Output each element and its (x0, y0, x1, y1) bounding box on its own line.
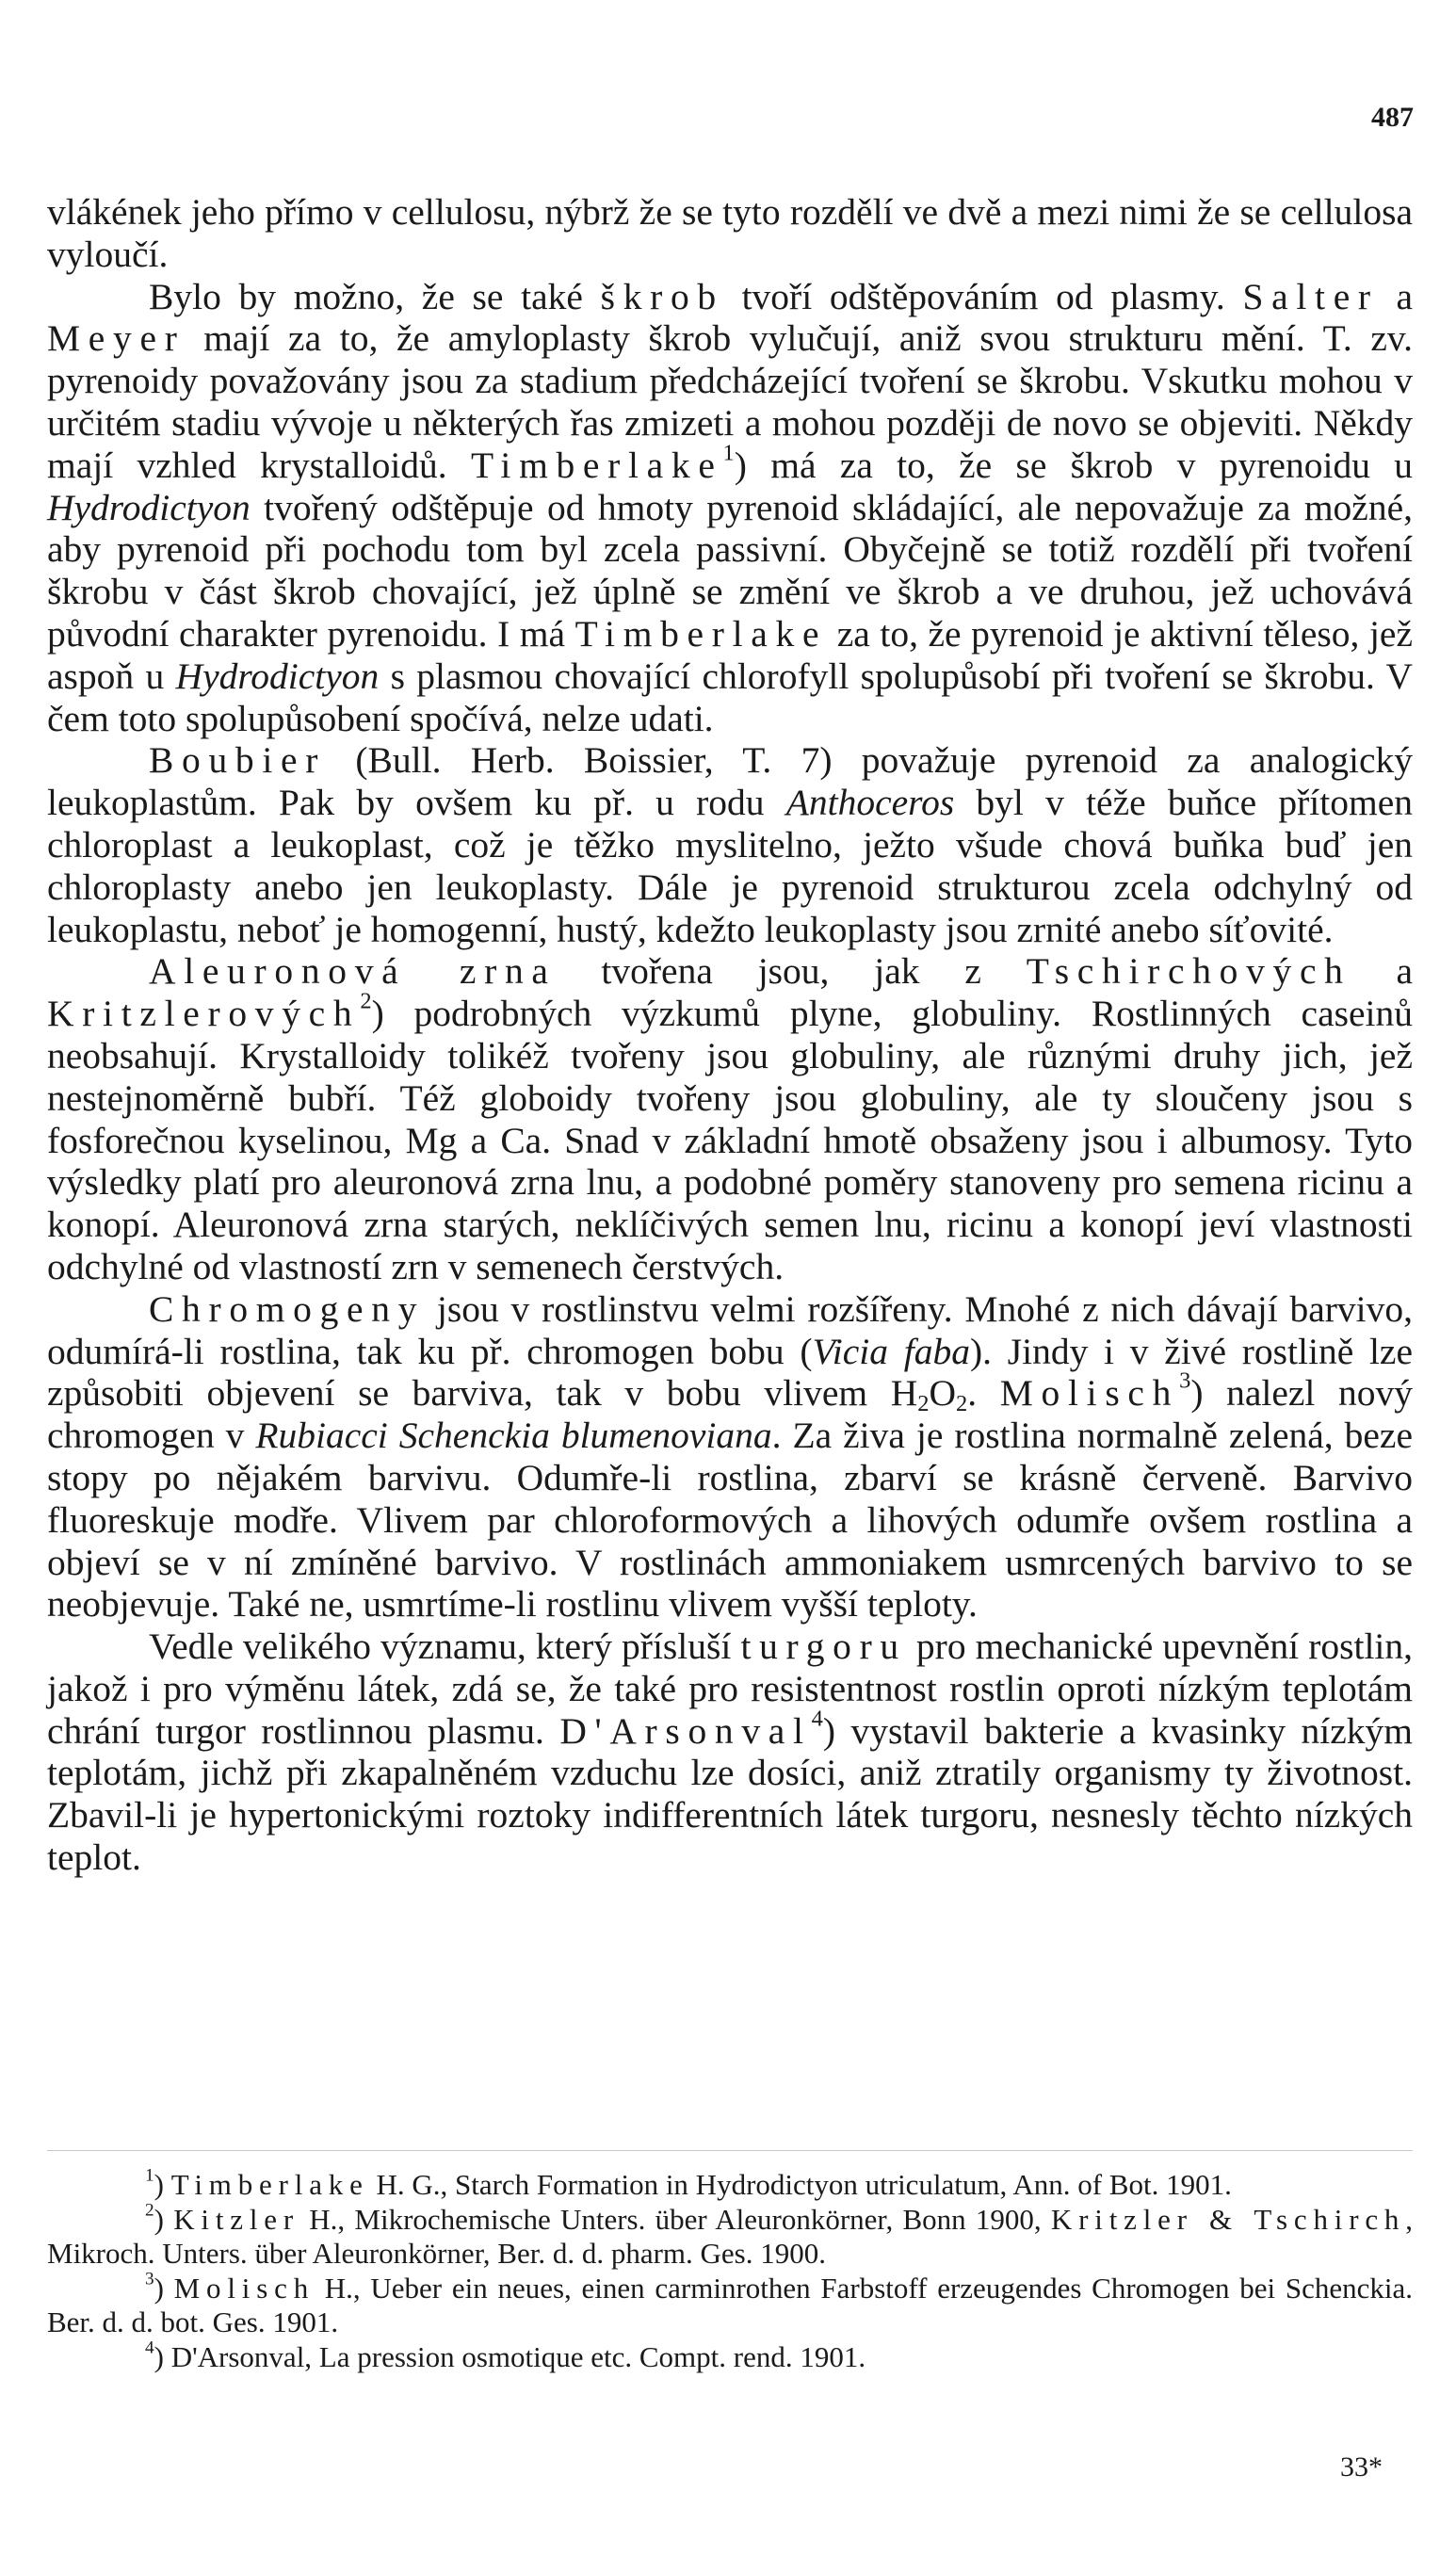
text: byl v téže buňce přítomen chloroplast a leukoplast, což je těžko myslitelno, ježto všude chová buňka buď jen chloroplasty anebo jen leukoplasty. Dále je pyrenoid strukturou zcela odchylný od leukoplastu, neboť je homogenní, hustý, kdežto leukoplasty jsou zrnité anebo síťovité. (47, 782, 1413, 950)
paragraph-pyrenoid (47, 739, 1413, 950)
paragraph-aleurone: Aleuronová zrna tvořena jsou, jak z Tschirchových a Kritzlerových$^2$) podrobných výzkumů plyne, globuliny. Rostlinných caseinů neobsahují. Krystalloidy tolikéž tvořeny jsou globuliny, ale různými druhy jich, jež nestejnoměrně bubří. Též globoidy tvořeny jsou globuliny, ale ty sloučeny jsou s fosforečnou kyselinou, Mg a Ca. Snad v základní hmotě obsaženy jsou i albumosy. Tyto výsledky platí pro aleuronová zrna lnu, a podobné poměry stanoveny pro semena ricinu a konopí. Aleuronová zrna starých, neklíčivých semen lnu, ricinu a konopí jeví vlastnosti odchylné od vlastností zrn v semenech čerstvých. (47, 950, 1413, 1287)
text: , Mikroch. Unters. über Aleuronkörner, Ber. d. d. pharm. Ges. 1900. (47, 2202, 1413, 2270)
author-name: Kritzlerových (47, 993, 361, 1035)
text: pro mechanické upevnění rostlin, jakož i pro výměnu látek, zdá se, že také pro resistentnost rostlin oproti nízkým teplotám chrání turgor rostlinnou plasmu. (47, 1626, 1414, 1752)
footnote-mark: 1 (145, 2165, 154, 2186)
text: . Za živa je rostlina normalně zelená, beze stopy po nějakém barvivu. Odumře-li rostlina, zbarví se krásně červeně. Barvivo fluoreskuje modře. Vlivem par chloroformových a lihových odumře ovšem rostlina a objeví se v ní zmíněné barvivo. V rostlinách ammoniakem usmrcených barvivo to se neobjevuje. Také ne, usmrtíme-li rostlinu vlivem vyšší teploty. (47, 1415, 1413, 1626)
footnote-mark: 3 (145, 2269, 154, 2289)
spaced-term: turgoru (740, 1626, 907, 1668)
paragraph-chromogen: Chromogeny jsou v rostlinstvu velmi rozšířeny. Mnohé z nich dávají barvivo, odumírá-li rostlina, tak ku př. chromogen bobu (Vicia faba). Jindy i v živé rostlině lze způsobiti objevení se barviva, tak v bobu vlivem $H_2O_2$. Molisch$^3$) nalezl nový chromogen v Rubiacci Schenckia blumenoviana. Za živa je rostlina normalně zelená, beze stopy po nějakém barvivu. Odumře-li rostlina, zbarví se krásně červeně. Barvivo fluoreskuje modře. Vlivem par chloroformových a lihových odumře ovšem rostlina a objeví se v ní zmíněné barvivo. V rostlinách ammoniakem usmrcených barvivo to se neobjevuje. Také ne, usmrtíme-li rostlinu vlivem vyšší teploty. (47, 1287, 1413, 1626)
author-name: D'Arsonval (559, 1709, 812, 1752)
text: s plasmou chovající chlorofyll spolupůsobí při tvoření se škrobu. V čem toto spolupůsobení spočívá, nelze udati. (47, 655, 1414, 739)
author-name: Meyer (47, 317, 186, 360)
author-name: Molisch (999, 1372, 1180, 1415)
text: (Bull. Herb. Boissier, T. 7) považuje pyrenoid za analogický leukoplastům. Pak by ovšem ku př. u rodu (47, 739, 1413, 824)
footnote-4: $^4$) D'Arsonval, La pression osmotique etc. Compt. rend. 1901. (145, 2337, 866, 2373)
text: a (1351, 950, 1413, 993)
paragraph-1 (47, 191, 1413, 276)
footnote-ref: 3 (1179, 1367, 1191, 1394)
footnote-2: $^2$) Kitzler H., Mikrochemische Unters. über Aleuronkörner, Bonn 1900, Kritzler & Tschirch, Mikroch. Unters. über Aleuronkörner, Ber. d. d. pharm. Ges. 1900. (47, 2200, 1413, 2270)
page-number: 487 (1371, 102, 1414, 133)
text: vlákének jeho přímo v cellulosu, nýbrž že se tyto rozdělí ve dvě a mezi nimi že se cellulosa vyloučí. (47, 191, 1413, 275)
footnote-mark: 4 (145, 2337, 154, 2358)
text: podrobných výzkumů plyne, globuliny. Rostlinných caseinů neobsahují. Krystalloidy tolikéž tvořeny jsou globuliny, ale různými druhy jich, jež nestejnoměrně bubří. Též globoidy tvořeny jsou globuliny, ale ty sloučeny jsou s fosforečnou kyselinou, Mg a Ca. Snad v základní hmotě obsaženy jsou i albumosy. Tyto výsledky platí pro aleuronová zrna lnu, a podobné poměry stanoveny pro semena ricinu a konopí. Aleuronová zrna starých, neklíčivých semen lnu, ricinu a konopí jeví vlastnosti odchylné od vlastností zrn v semenech čerstvých. (47, 993, 1413, 1287)
text: Vedle velikého významu, který přísluší (149, 1626, 741, 1668)
author-name: Kritzler & Tschirch (1050, 2202, 1406, 2236)
taxon-name: Hydrodictyon (47, 486, 251, 528)
author-name: Molisch (173, 2271, 315, 2305)
author-name: Tschirchových (1026, 950, 1351, 993)
text: H., Ueber ein neues, einen carminrothen Farbstoff erzeugendes Chromogen bei Schenckia. Ber. d. d. bot. Ges. 1901. (47, 2271, 1413, 2338)
text: H. G., Starch Formation in Hydrodictyon utriculatum, Ann. of Bot. 1901. (368, 2168, 1232, 2201)
author-name: Timberlake (574, 612, 828, 655)
text: tvoří odštěpováním od plasmy. (723, 275, 1243, 317)
text: ). Jindy i v živé rostlině lze způsobiti objevení se barviva, tak v bobu vlivem H (47, 1330, 1413, 1415)
spaced-term: škrob (600, 275, 724, 317)
author-name: Boubier (149, 739, 327, 782)
footnote-ref: 4 (811, 1706, 823, 1732)
taxon-name: Hydrodictyon (175, 655, 380, 697)
body-text (47, 191, 1413, 1879)
text: má za to, že se škrob v pyrenoidu u (746, 444, 1413, 486)
paragraph-starch: Bylo by možno, že se také škrob tvoří odštěpováním od plasmy. Salter a Meyer mají za to, že amyloplasty škrob vylučují, aniž svou strukturu mění. T. zv. pyrenoidy považovány jsou za stadium předcházející tvoření se škrobu. Vskutku mohou v určitém stadiu vývoje u některých řas zmizeti a mohou později de novo se objeviti. Někdy mají vzhled krystalloidů. Timberlake$^1$) má za to, že se škrob v pyrenoidu u Hydrodictyon tvořený odštěpuje od hmoty pyrenoid skládající, ale nepovažuje za možné, aby pyrenoid při pochodu tom byl zcela passivní. Obyčejně se totiž rozdělí při tvoření škrobu v část škrob chovající, jež úplně se změní ve škrob a ve druhou, jež uchovává původní charakter pyrenoidu. I má Timberlake za to, že pyrenoid je aktivní těleso, jež aspoň u Hydrodictyon s plasmou chovající chlorofyll spolupůsobí při tvoření se škrobu. V čem toto spolupůsobení spočívá, nelze udati. (47, 275, 1414, 739)
footnote-divider (47, 2150, 1413, 2151)
text: tvořena jsou, jak z (556, 950, 1027, 993)
spaced-term: Aleuronová zrna (149, 950, 557, 993)
text: H., Mikrochemische Unters. über Aleuronkörner, Bonn 1900, (299, 2202, 1051, 2236)
footnote-3: $^3$) Molisch H., Ueber ein neues, einen carminrothen Farbstoff erzeugendes Chromogen bei Schenckia. Ber. d. d. bot. Ges. 1901. (47, 2269, 1413, 2338)
signature-mark: 33* (1340, 2451, 1383, 2483)
text: O (929, 1372, 956, 1415)
footnote-ref: 1 (722, 440, 735, 466)
author-name: Salter (1242, 275, 1379, 317)
footnote-mark: 2 (145, 2200, 154, 2221)
text: tvořený odštěpuje od hmoty pyrenoid skládající, ale nepovažuje za možné, aby pyrenoid při pochodu tom byl zcela passivní. Obyčejně se totiž rozdělí při tvoření škrobu v část škrob chovající, jež úplně se změní ve škrob a ve druhou, jež uchovává původní charakter pyrenoidu. I má (47, 486, 1413, 655)
text: nalezl nový chromogen v (47, 1372, 1413, 1457)
author-name: Timberlake (470, 444, 723, 486)
subscript: 2 (917, 1391, 930, 1417)
text: . (967, 1372, 1000, 1415)
paragraph-turgor: Vedle velikého významu, který přísluší turgoru pro mechanické upevnění rostlin, jakož i pro výměnu látek, zdá se, že také pro resistentnost rostlin oproti nízkým teplotám chrání turgor rostlinnou plasmu. D'Arsonval$^4$) vystavil bakterie a kvasinky nízkým teplotám, jichž při zkapalněném vzduchu lze dosíci, aniž ztratily organismy ty životnost. Zbavil-li je hypertonickými roztoky indifferentních látek turgoru, nesnesly těchto nízkých teplot. (47, 1626, 1414, 1879)
author-name: Timberlake (170, 2168, 369, 2201)
footnote-1: $^1$) Timberlake H. G., Starch Formation in Hydrodictyon utriculatum, Ann. of Bot. 1901. (145, 2165, 1232, 2201)
taxon-name: Anthoceros (785, 782, 955, 824)
text: vystavil bakterie a kvasinky nízkým teplotám, jichž při zkapalněném vzduchu lze dosíci, aniž ztratily organismy ty životnost. Zbavil-li je hypertonickými roztoky indifferentních látek turgoru, nesnesly těchto nízkých teplot. (47, 1709, 1414, 1879)
text: mají za to, že amyloplasty škrob vylučují, aniž svou strukturu mění. T. zv. pyrenoidy považovány jsou za stadium předcházející tvoření se škrobu. Vskutku mohou v určitém stadiu vývoje u některých řas zmizeti a mohou později de novo se objeviti. Někdy mají vzhled krystalloidů. (47, 317, 1413, 486)
taxon-name: Vicia faba (812, 1330, 970, 1372)
spaced-term: Chromogeny (149, 1287, 426, 1330)
taxon-name: Rubiacci Schenckia blumenoviana (255, 1415, 772, 1457)
footnotes (47, 2165, 1413, 2374)
text: za to, že pyrenoid je aktivní těleso, jež aspoň u (47, 612, 1413, 697)
footnote-ref: 2 (360, 988, 372, 1014)
text: jsou v rostlinstvu velmi rozšířeny. Mnohé z nich dávají barvivo, odumírá-li rostlina, tak ku př. chromogen bobu ( (47, 1287, 1413, 1372)
subscript: 2 (956, 1391, 968, 1417)
text: D'Arsonval, La pression osmotique etc. Compt. rend. 1901. (170, 2339, 866, 2373)
text: a (1378, 275, 1413, 317)
text: Bylo by možno, že se také (149, 275, 601, 317)
author-name: Kitzler (173, 2202, 299, 2236)
